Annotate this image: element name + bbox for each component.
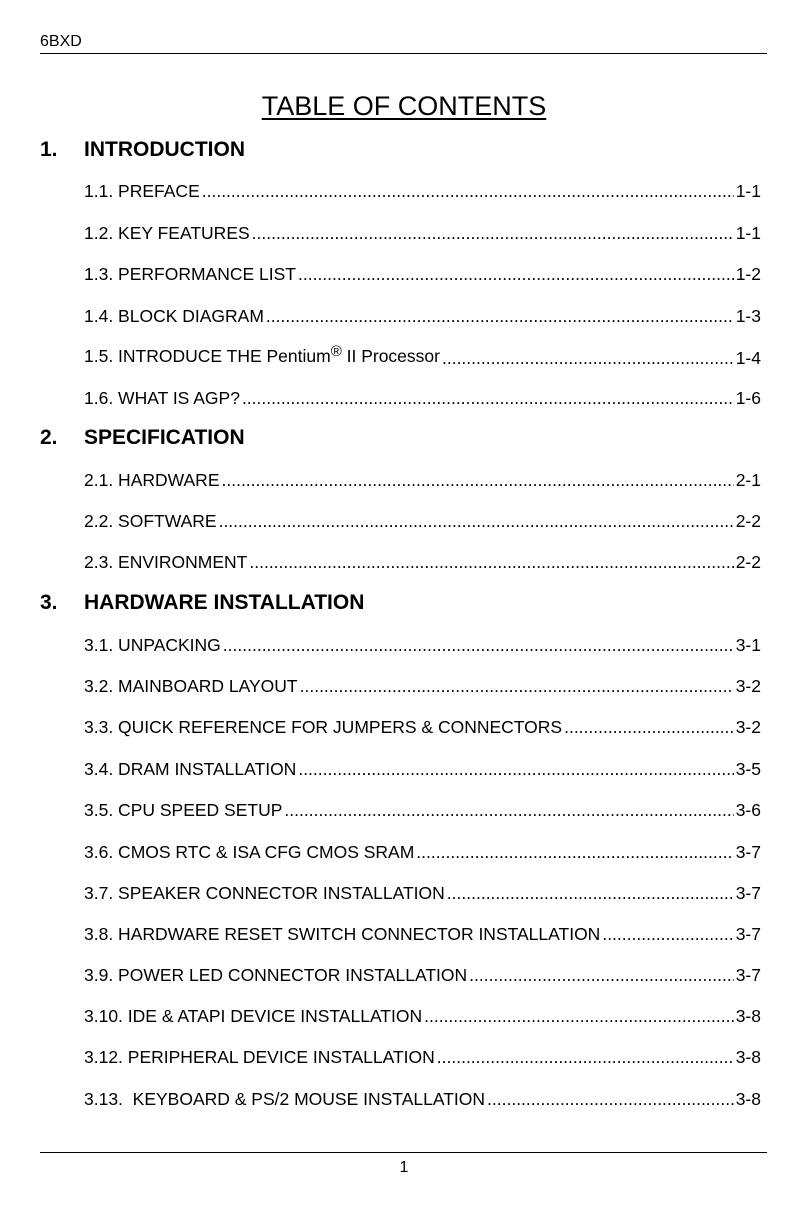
toc-entry-label: 3.9. POWER LED CONNECTOR INSTALLATION — [84, 965, 468, 985]
toc-entry-page: 1-6 — [735, 388, 761, 408]
dot-leader — [602, 923, 733, 945]
toc-entry[interactable] — [84, 387, 761, 409]
section-number: 1. — [40, 138, 58, 161]
toc-entry-label: 3.6. CMOS RTC & ISA CFG CMOS SRAM — [84, 842, 415, 862]
dot-leader — [300, 675, 734, 697]
dot-leader — [298, 263, 734, 285]
dot-leader — [223, 634, 734, 656]
toc-entry-label-part: II Processor — [341, 346, 440, 366]
dot-leader — [437, 1046, 734, 1068]
section-heading-specification — [40, 425, 245, 451]
toc-entry-page: 3-6 — [735, 800, 761, 820]
toc-entry[interactable] — [84, 841, 761, 863]
toc-entry-page: 1-4 — [735, 348, 761, 368]
toc-entry-page: 1-2 — [735, 264, 761, 284]
running-header: 6BXD — [40, 33, 82, 50]
toc-entry-page: 3-2 — [735, 676, 761, 696]
toc-entry-page: 3-2 — [735, 717, 761, 737]
toc-entry-label: 3.12. PERIPHERAL DEVICE INSTALLATION — [84, 1047, 435, 1067]
toc-entry-label: 3.4. DRAM INSTALLATION — [84, 759, 297, 779]
toc-entry[interactable] — [84, 305, 761, 327]
toc-entry-label: 1.4. BLOCK DIAGRAM — [84, 306, 264, 326]
dot-leader — [284, 799, 733, 821]
dot-leader — [424, 1005, 734, 1027]
toc-entry-page: 3-5 — [735, 759, 761, 779]
toc-entry[interactable] — [84, 551, 761, 573]
toc-entry-page: 3-8 — [735, 1006, 761, 1026]
toc-entry[interactable] — [84, 799, 761, 821]
toc-entry-page: 3-7 — [735, 883, 761, 903]
toc-entry-label: 3.2. MAINBOARD LAYOUT — [84, 676, 298, 696]
dot-leader — [249, 551, 733, 573]
toc-entry-page: 1-3 — [735, 306, 761, 326]
toc-entry-page: 1-1 — [735, 181, 761, 201]
dot-leader — [202, 180, 734, 202]
toc-entry[interactable] — [84, 1005, 761, 1027]
section-title: HARDWARE INSTALLATION — [84, 591, 365, 614]
toc-entry[interactable] — [84, 180, 761, 202]
toc-entry[interactable] — [84, 345, 761, 369]
registered-symbol: ® — [330, 343, 342, 360]
toc-entry-page: 1-1 — [735, 223, 761, 243]
toc-entry-page: 2-1 — [735, 470, 761, 490]
toc-entry-label — [84, 345, 440, 369]
section-number: 3. — [40, 591, 58, 614]
dot-leader — [222, 469, 734, 491]
toc-entry[interactable] — [84, 675, 761, 697]
toc-entry-label: 3.8. HARDWARE RESET SWITCH CONNECTOR INSTALLATION — [84, 924, 601, 944]
dot-leader — [219, 510, 734, 532]
dot-leader — [469, 964, 734, 986]
toc-entry[interactable] — [84, 469, 761, 491]
page-title: TABLE OF CONTENTS — [261, 91, 547, 121]
section-number: 2. — [40, 426, 58, 449]
dot-leader — [564, 716, 734, 738]
toc-entry[interactable] — [84, 1046, 761, 1068]
footer-rule — [40, 1152, 767, 1153]
toc-entry[interactable] — [84, 222, 761, 244]
toc-entry-page: 3-8 — [735, 1047, 761, 1067]
toc-entry[interactable] — [84, 716, 761, 738]
section-heading-introduction — [40, 137, 245, 163]
toc-entry-label: 2.1. HARDWARE — [84, 470, 220, 490]
dot-leader — [242, 387, 734, 409]
toc-entry-page: 3-1 — [735, 635, 761, 655]
toc-entry[interactable] — [84, 634, 761, 656]
section-heading-hardware-installation — [40, 590, 364, 616]
toc-entry-page: 3-7 — [735, 842, 761, 862]
toc-entry[interactable] — [84, 882, 761, 904]
toc-entry-page: 3-8 — [735, 1089, 761, 1109]
toc-entry-label: 3.13. KEYBOARD & PS/2 MOUSE INSTALLATION — [84, 1089, 486, 1109]
toc-entry-label-part: 1.5. INTRODUCE THE Pentium — [84, 346, 331, 366]
toc-entry-label: 1.2. KEY FEATURES — [84, 223, 250, 243]
dot-leader — [487, 1088, 734, 1110]
dot-leader — [416, 841, 733, 863]
toc-entry-page: 2-2 — [735, 552, 761, 572]
toc-entry-label: 3.1. UNPACKING — [84, 635, 221, 655]
toc-entry-label: 3.10. IDE & ATAPI DEVICE INSTALLATION — [84, 1006, 423, 1026]
page-number: 1 — [399, 1159, 409, 1176]
section-title: INTRODUCTION — [84, 138, 245, 161]
toc-entry-label: 3.7. SPEAKER CONNECTOR INSTALLATION — [84, 883, 445, 903]
toc-entry[interactable] — [84, 1088, 761, 1110]
toc-entry-page: 2-2 — [735, 511, 761, 531]
toc-entry-label: 3.5. CPU SPEED SETUP — [84, 800, 283, 820]
dot-leader — [447, 882, 734, 904]
header-rule — [40, 53, 767, 54]
toc-entry-label: 2.2. SOFTWARE — [84, 511, 217, 531]
dot-leader — [266, 305, 734, 327]
toc-entry-label: 1.6. WHAT IS AGP? — [84, 388, 240, 408]
toc-entry[interactable] — [84, 964, 761, 986]
toc-entry-label: 2.3. ENVIRONMENT — [84, 552, 248, 572]
dot-leader — [442, 347, 734, 369]
dot-leader — [298, 758, 733, 780]
toc-entry[interactable] — [84, 263, 761, 285]
toc-entry-label: 3.3. QUICK REFERENCE FOR JUMPERS & CONNECTORS — [84, 717, 563, 737]
toc-entry-label: 1.1. PREFACE — [84, 181, 200, 201]
dot-leader — [252, 222, 734, 244]
toc-entry-label: 1.3. PERFORMANCE LIST — [84, 264, 296, 284]
section-title: SPECIFICATION — [84, 426, 245, 449]
toc-entry-page: 3-7 — [735, 924, 761, 944]
toc-entry[interactable] — [84, 758, 761, 780]
toc-entry[interactable] — [84, 923, 761, 945]
toc-entry-page: 3-7 — [735, 965, 761, 985]
toc-entry[interactable] — [84, 510, 761, 532]
